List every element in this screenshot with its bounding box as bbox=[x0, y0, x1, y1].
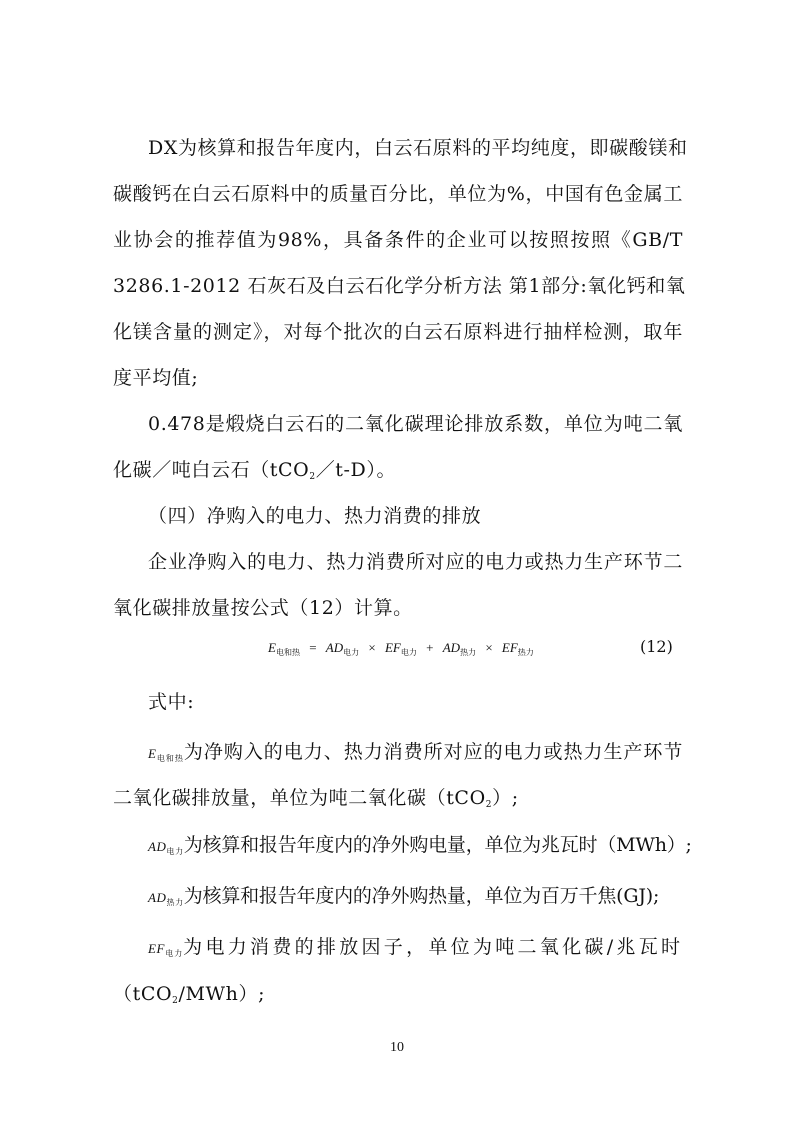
paragraph-dx-line3: 业协会的推荐值为98%，具备条件的企业可以按照按照《GB/T bbox=[113, 229, 683, 251]
definition-ad-heat-symbol: AD bbox=[148, 890, 167, 905]
formula-term1: AD bbox=[325, 640, 344, 655]
formula-term2: EF bbox=[384, 640, 401, 655]
formula-term4: EF bbox=[501, 640, 518, 655]
definition-ad-power bbox=[148, 833, 698, 864]
definition-ef-text2: （tCO bbox=[113, 983, 173, 1005]
paragraph-factor-line1: 0.478是煅烧白云石的二氧化碳理论排放系数，单位为吨二氧 bbox=[148, 413, 683, 435]
paragraph-dx-line1: DX为核算和报告年度内，白云石原料的平均纯度，即碳酸镁和 bbox=[148, 137, 688, 159]
unit-text-end: ／t-D）。 bbox=[315, 459, 397, 481]
paragraph-dx-line2: 碳酸钙在白云石原料中的质量百分比，单位为%，中国有色金属工 bbox=[113, 183, 683, 205]
formula-12 bbox=[268, 640, 534, 658]
formula-term4-sub: 热力 bbox=[517, 648, 534, 657]
formula-plus: + bbox=[426, 640, 434, 655]
definition-e-line1 bbox=[148, 740, 683, 771]
paragraph-dx-line4: 3286.1-2012 石灰石及白云石化学分析方法 第1部分:氧化钙和氧 bbox=[113, 275, 686, 297]
formula-lhs: E bbox=[268, 640, 276, 655]
formula-number: (12) bbox=[640, 637, 673, 656]
definition-ef-sub: 电力 bbox=[165, 949, 184, 958]
formula-lhs-sub: 电和热 bbox=[275, 648, 300, 657]
definition-ef-line2 bbox=[113, 982, 683, 1013]
definition-ad-power-text: 为核算和报告年度内的净外购电量，单位为兆瓦时（MWh）; bbox=[183, 834, 692, 856]
definition-ad-heat-text: 为核算和报告年度内的净外购热量，单位为百万千焦(GJ); bbox=[183, 885, 660, 907]
definition-ad-heat bbox=[148, 884, 698, 915]
paragraph-intro-line1: 企业净购入的电力、热力消费所对应的电力或热力生产环节二 bbox=[148, 551, 683, 573]
formula-times2: × bbox=[485, 640, 493, 655]
formula-term2-sub: 电力 bbox=[400, 648, 417, 657]
subscript: 2 bbox=[172, 996, 179, 1006]
unit-text: 化碳／吨白云石（tCO bbox=[113, 459, 310, 481]
definition-e-text3: ）; bbox=[492, 787, 519, 809]
formula-equals: = bbox=[309, 640, 317, 655]
formula-term3-sub: 热力 bbox=[460, 648, 477, 657]
formula-term3: AD bbox=[442, 640, 461, 655]
formula-times1: × bbox=[368, 640, 376, 655]
definition-ef-text3: /MWh）; bbox=[178, 983, 266, 1005]
page-number: 10 bbox=[390, 1040, 404, 1055]
paragraph-intro-line2: 氧化碳排放量按公式（12）计算。 bbox=[113, 597, 413, 619]
definition-e-text2: 二氧化碳排放量，单位为吨二氧化碳（tCO bbox=[113, 787, 486, 809]
subscript: 2 bbox=[309, 472, 316, 482]
where-label: 式中: bbox=[148, 691, 195, 713]
definition-ad-heat-sub: 热力 bbox=[166, 898, 184, 907]
section-heading: （四）净购入的电力、热力消费的排放 bbox=[148, 505, 482, 527]
definition-ad-power-symbol: AD bbox=[148, 839, 167, 854]
definition-e-text: 为净购入的电力、热力消费所对应的电力或热力生产环节 bbox=[183, 741, 683, 763]
paragraph-factor-line2 bbox=[113, 458, 683, 489]
formula-term1-sub: 电力 bbox=[343, 648, 360, 657]
definition-ef-symbol: EF bbox=[148, 941, 166, 956]
definition-ad-power-sub: 电力 bbox=[166, 847, 184, 856]
definition-ef-text: 为电力消费的排放因子，单位为吨二氧化碳/兆瓦时 bbox=[183, 936, 683, 958]
definition-e-sub: 电和热 bbox=[156, 754, 184, 763]
definition-e-line2 bbox=[113, 786, 683, 817]
subscript: 2 bbox=[485, 800, 493, 810]
definition-ef-line1 bbox=[148, 935, 683, 966]
paragraph-dx-line6: 度平均值; bbox=[113, 367, 199, 389]
paragraph-dx-line5: 化镁含量的测定》，对每个批次的白云石原料进行抽样检测，取年 bbox=[113, 321, 683, 343]
definition-e-symbol: E bbox=[148, 746, 157, 761]
